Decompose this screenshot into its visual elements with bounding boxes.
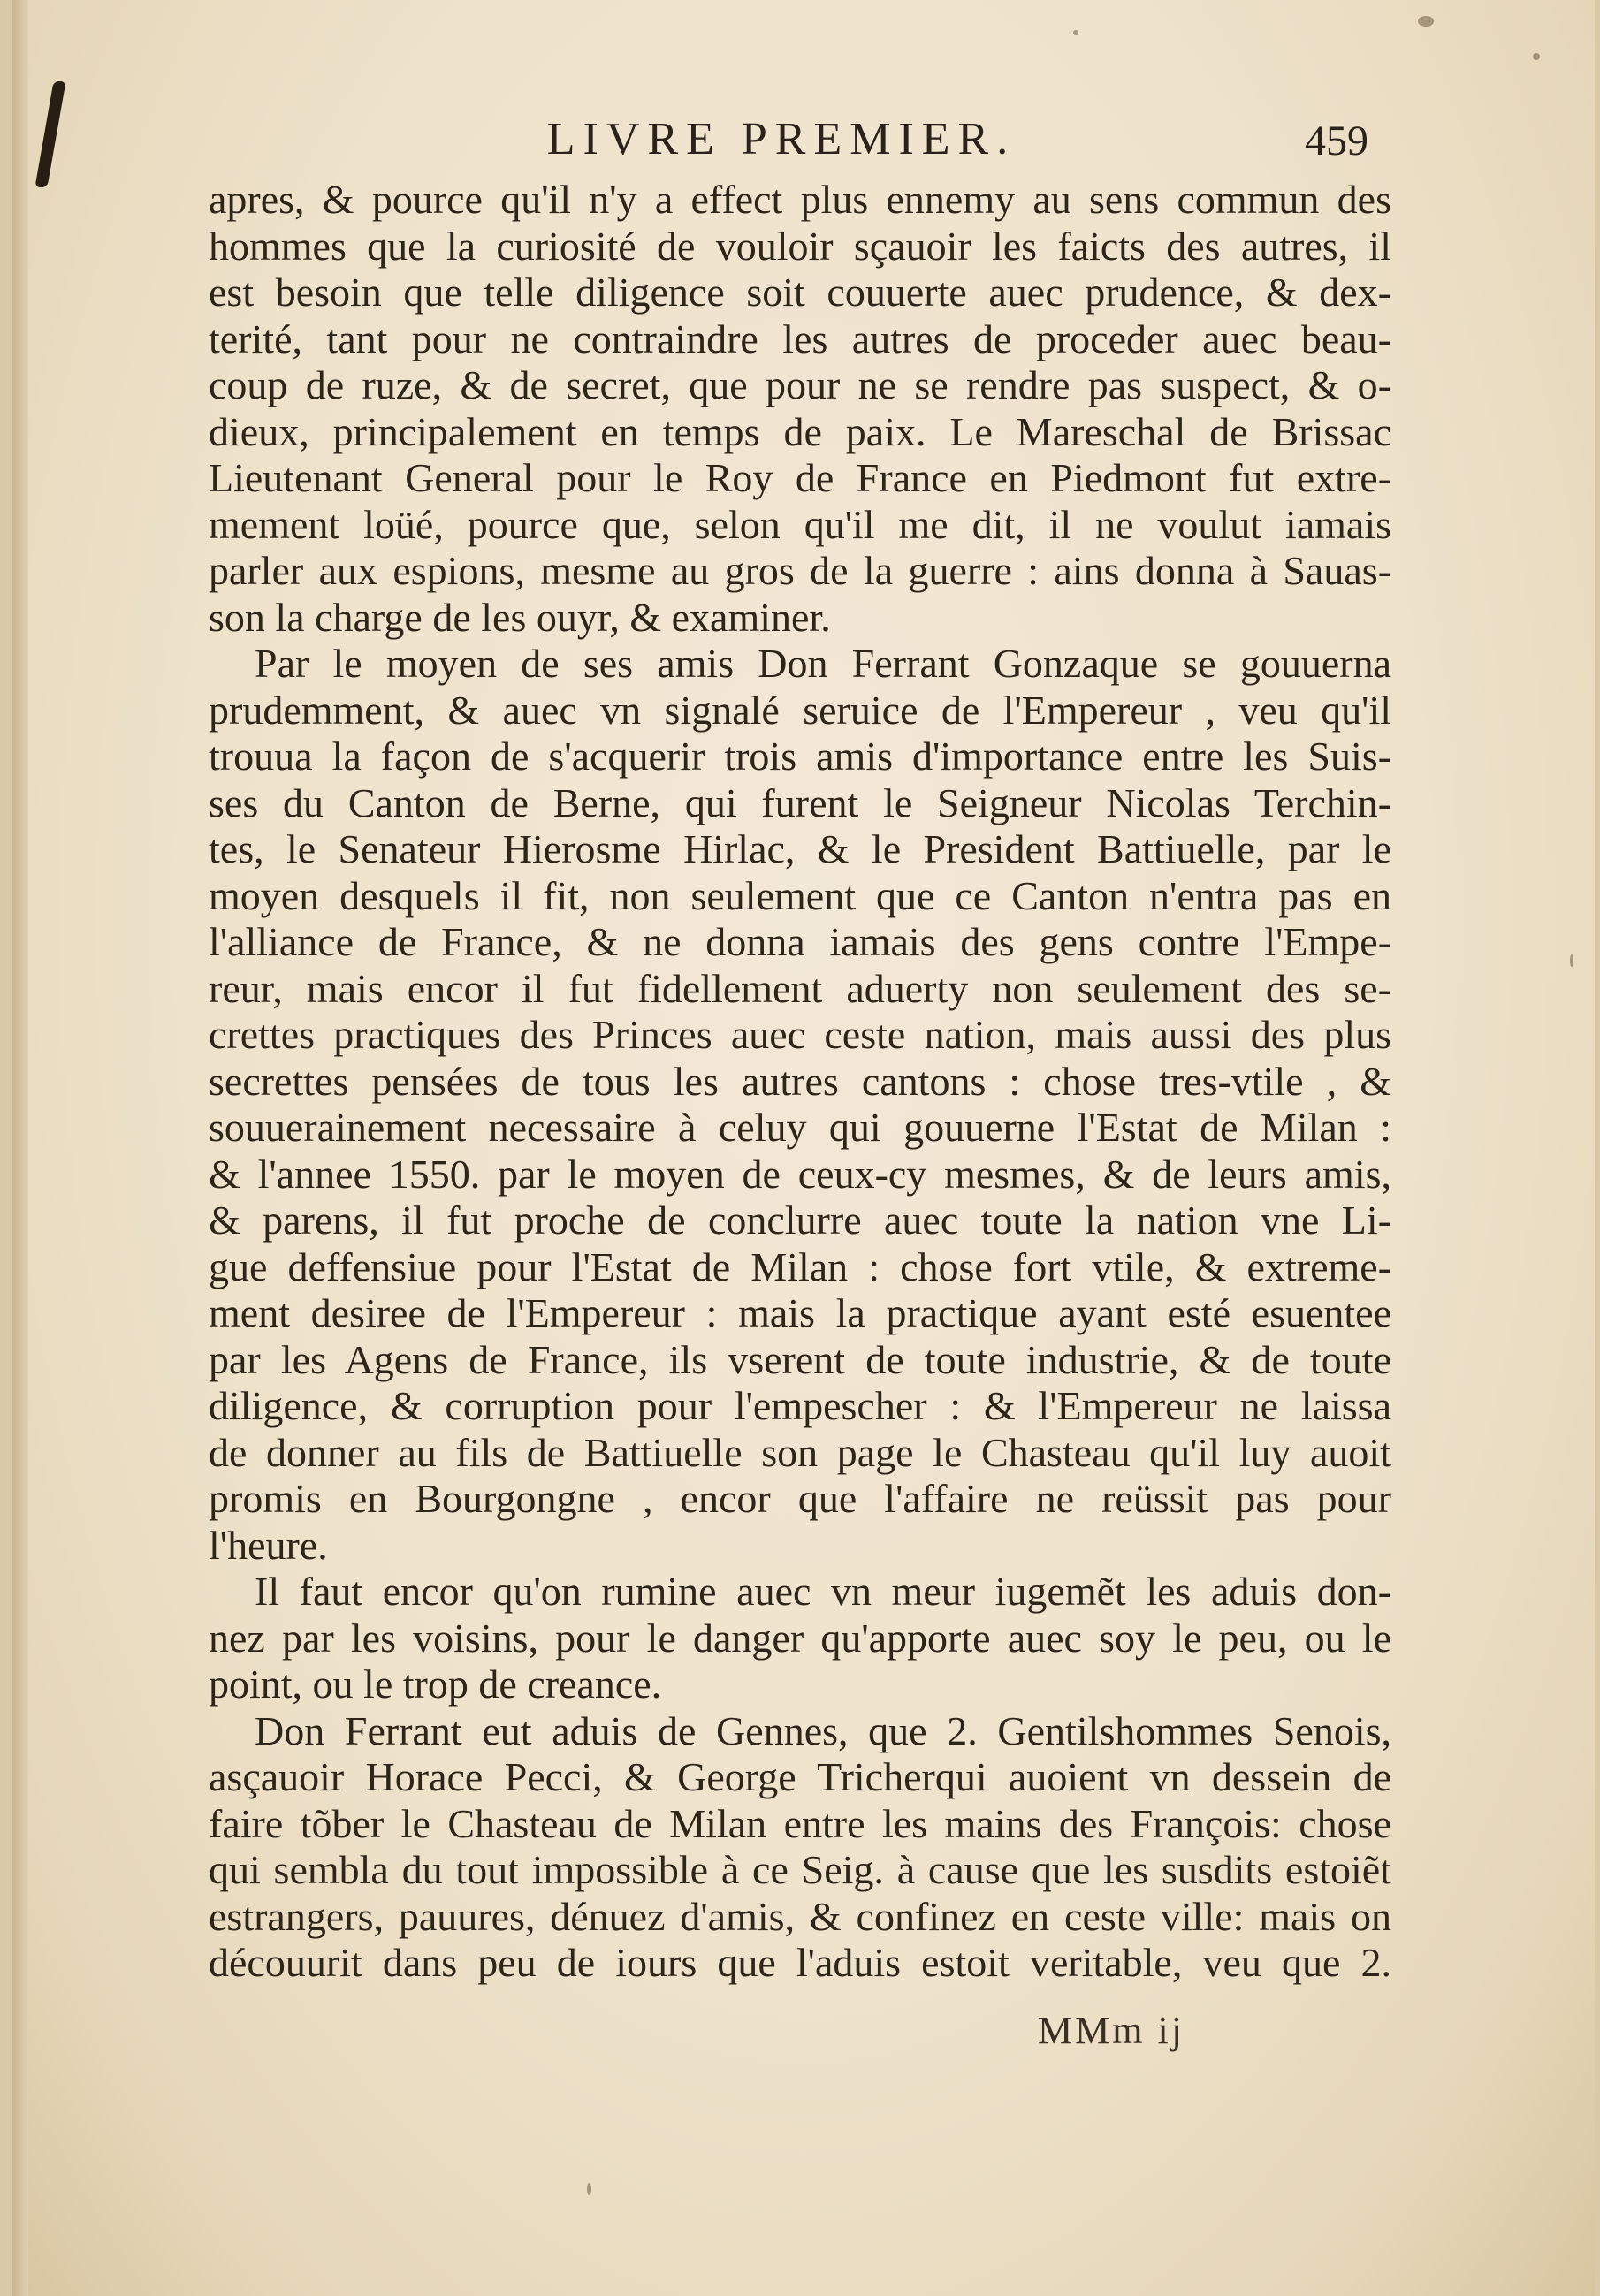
text-line: est besoin que telle diligence soit couuerte auec prudence, & dex- [209,270,1391,315]
text-line: par les Agens de France, ils vserent de toute industrie, & de toute [209,1336,1391,1382]
body-text [209,177,1391,2015]
text-line: apres, & pource qu'il n'y a effect plus ennemy au sens commun des [209,177,1391,222]
text-line: découurit dans peu de iours que l'aduis estoit veritable, veu que 2. [209,1940,1391,1985]
paper-speck [587,2183,591,2195]
text-line: secrettes pensées de tous les autres cantons : chose tres-vtile , & [209,1058,1391,1104]
text-line: parler aux espions, mesme au gros de la guerre : ains donna à Sauas- [209,548,1391,593]
page-number: 459 [1305,118,1368,164]
text-line: tes, le Senateur Hierosme Hirlac, & le President Battiuelle, par le [209,826,1391,871]
text-line: & parens, il fut proche de conclurre auec toute la nation vne Li- [209,1197,1391,1243]
text-line: gue deffensiue pour l'Estat de Milan : chose fort vtile, & extreme- [209,1243,1391,1289]
text-line: moyen desquels il fit, non seulement que ce Canton n'entra pas en [209,872,1391,918]
paper-speck [1570,954,1573,967]
text-line: promis en Bourgongne , encor que l'affaire ne reüssit pas pour [209,1476,1391,1521]
text-line: & l'annee 1550. par le moyen de ceux-cy mesmes, & de leurs amis, [209,1151,1391,1197]
text-line: estrangers, pauures, dénuez d'amis, & confinez en ceste ville: mais on [209,1893,1391,1939]
text-line: coup de ruze, & de secret, que pour ne se rendre pas suspect, & o- [209,362,1391,407]
paper-speck [1418,16,1434,27]
text-line: hommes que la curiosité de vouloir sçauoir les faicts des autres, il [209,223,1391,269]
text-line: ment desiree de l'Empereur : mais la practique ayant esté esuentee [209,1290,1391,1335]
text-line: prudemment, & auec vn signalé seruice de l'Empereur , veu qu'il [209,687,1391,733]
text-line: point, ou le trop de creance. [209,1661,662,1707]
paper-speck [1533,53,1540,60]
text-line: ses du Canton de Berne, qui furent le Seigneur Nicolas Terchin- [209,779,1391,825]
text-line: l'alliance de France, & ne donna iamais des gens contre l'Empe- [209,919,1391,964]
text-line: Lieutenant General pour le Roy de France en Piedmont fut extre- [209,455,1391,500]
text-line: son la charge de les ouyr, & examiner. [209,594,831,640]
text-line: crettes practiques des Princes auec ceste nation, mais aussi des plus [209,1012,1391,1057]
text-line: mement loüé, pource que, selon qu'il me dit, il ne voulut iamais [209,501,1391,547]
text-line: l'heure. [209,1522,328,1568]
text-line: diligence, & corruption pour l'empescher : & l'Empereur ne laissa [209,1383,1391,1428]
text-line: asçauoir Horace Pecci, & George Tricherqui auoient vn dessein de [209,1754,1391,1799]
running-title: LIVRE PREMIER. [546,114,1017,164]
text-line: Il faut encor qu'on rumine auec vn meur iugemẽt les aduis don- [255,1569,1391,1614]
text-line: Don Ferrant eut aduis de Gennes, que 2. Gentilshommes Senois, [255,1707,1391,1753]
text-line: Par le moyen de ses amis Don Ferrant Gonzaque se gouuerna [255,641,1391,686]
text-line: souuerainement necessaire à celuy qui gouuerne l'Estat de Milan : [209,1105,1391,1150]
text-line: nez par les voisins, pour le danger qu'apporte auec soy le peu, ou le [209,1615,1391,1661]
text-line: reur, mais encor il fut fidellement aduerty non seulement des se- [209,965,1391,1011]
text-line: qui sembla du tout impossible à ce Seig. à cause que les susdits estoiẽt [209,1847,1391,1892]
text-line: trouua la façon de s'acquerir trois amis d'importance entre les Suis- [209,734,1391,779]
ink-margin-mark [34,81,65,187]
text-line: faire tõber le Chasteau de Milan entre les mains des François: chose [209,1800,1391,1846]
page-gutter [12,0,28,2296]
text-line: terité, tant pour ne contraindre les autres de proceder auec beau- [209,316,1391,361]
book-page [12,0,1595,2296]
paper-speck [1073,30,1078,35]
signature-mark: MMm ij [1038,2009,1185,2052]
text-line: de donner au fils de Battiuelle son page le Chasteau qu'il luy auoit [209,1429,1391,1475]
text-line: dieux, principalement en temps de paix. Le Mareschal de Brissac [209,408,1391,454]
